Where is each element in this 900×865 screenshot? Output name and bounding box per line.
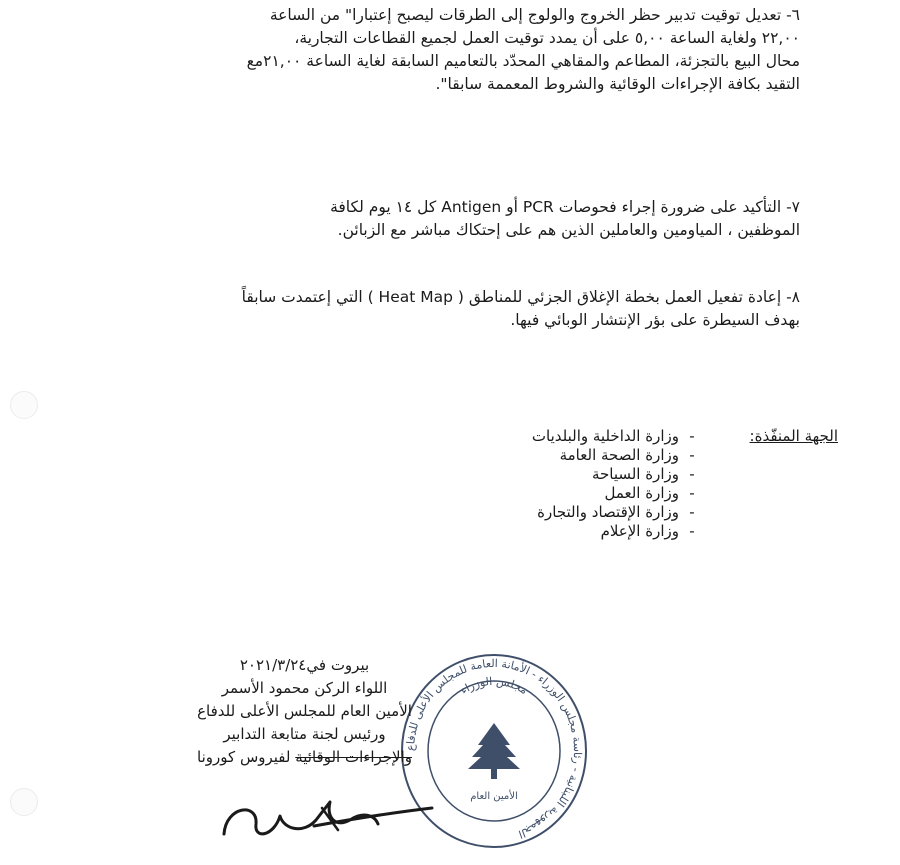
paragraph-line: ٧- التأكيد على ضرورة إجراء فحوصات PCR أو Antigen كل ١٤ يوم لكافة xyxy=(330,198,800,216)
title-text: لفيروس كورونا xyxy=(197,748,296,766)
bullet-dash: - xyxy=(689,465,695,483)
bullet-dash: - xyxy=(689,446,695,464)
cedar-tree-icon xyxy=(468,723,520,779)
list-item xyxy=(532,522,705,541)
paragraph-line: محال البيع بالتجزئة، المطاعم والمقاهي المحدّد بالتعاميم السابقة لغاية الساعة ٢١,٠٠مع xyxy=(246,52,800,70)
signatory-title xyxy=(197,746,412,769)
ministry-name: وزارة السياحة xyxy=(591,465,679,483)
paragraph-line: ٨- إعادة تفعيل العمل بخطة الإغلاق الجزئي للمناطق ( Heat Map ) التي إعتمدت سابقاً xyxy=(241,288,800,306)
stamp-center-text: الأمين العام xyxy=(470,791,518,802)
signatory-name: اللواء الركن محمود الأسمر xyxy=(221,679,388,697)
list-item xyxy=(532,465,705,484)
bullet-dash: - xyxy=(689,503,695,521)
list-item xyxy=(532,427,705,446)
bullet-dash: - xyxy=(689,427,695,445)
stamp-inner-text xyxy=(458,675,530,697)
stamp-inner-textpath: مجلس الوزراء xyxy=(458,674,530,697)
ministry-name: وزارة العمل xyxy=(604,484,679,502)
punch-hole-mark xyxy=(10,391,38,419)
paragraph-item-7 xyxy=(60,196,800,242)
handwritten-signature xyxy=(218,772,438,852)
ministry-name: وزارة الداخلية والبلديات xyxy=(531,427,679,445)
stamp-outer-textpath: الجمهورية اللبنانية - رئاسة مجلس الوزراء - الأمانة العامة للمجلس الأعلى للدفاع xyxy=(403,656,585,841)
signature-block xyxy=(197,654,412,769)
ministry-name: وزارة الإقتصاد والتجارة xyxy=(537,503,679,521)
list-item xyxy=(532,484,705,503)
list-item xyxy=(532,446,705,465)
place-date: بيروت في٢٠٢١/٣/٢٤ xyxy=(239,656,370,674)
paragraph-line: التقيد بكافة الإجراءات الوقائية والشروط المعممة سابقا". xyxy=(435,75,800,93)
paragraph-item-6 xyxy=(60,4,800,96)
paragraph-line: ٦- تعديل توقيت تدبير حظر الخروج والولوج إلى الطرقات ليصبح إعتبارا" من الساعة xyxy=(269,6,800,24)
ministry-name: وزارة الصحة العامة xyxy=(559,446,679,464)
ministry-name: وزارة الإعلام xyxy=(600,522,679,540)
paragraph-line: الموظفين ، المياومين والعاملين الذين هم على إحتكاك مباشر مع الزبائن. xyxy=(337,221,800,239)
paragraph-item-8 xyxy=(60,286,800,332)
bullet-dash: - xyxy=(689,484,695,502)
executing-party-label: الجهة المنفّذة: xyxy=(749,427,838,445)
struck-text: والإجراءات الوقائية xyxy=(295,748,412,766)
paragraph-line: بهدف السيطرة على بؤر الإنتشار الوبائي فيها. xyxy=(510,311,800,329)
bullet-dash: - xyxy=(689,522,695,540)
ministries-list xyxy=(532,427,705,541)
signatory-title: ورئيس لجنة متابعة التدابير xyxy=(223,725,386,743)
list-item xyxy=(532,503,705,522)
signatory-title: الأمين العام للمجلس الأعلى للدفاع xyxy=(197,702,412,720)
paragraph-line: ٢٢,٠٠ ولغاية الساعة ٥,٠٠ على أن يمدد توقيت العمل لجميع القطاعات التجارية، xyxy=(294,29,800,47)
punch-hole-mark xyxy=(10,788,38,816)
